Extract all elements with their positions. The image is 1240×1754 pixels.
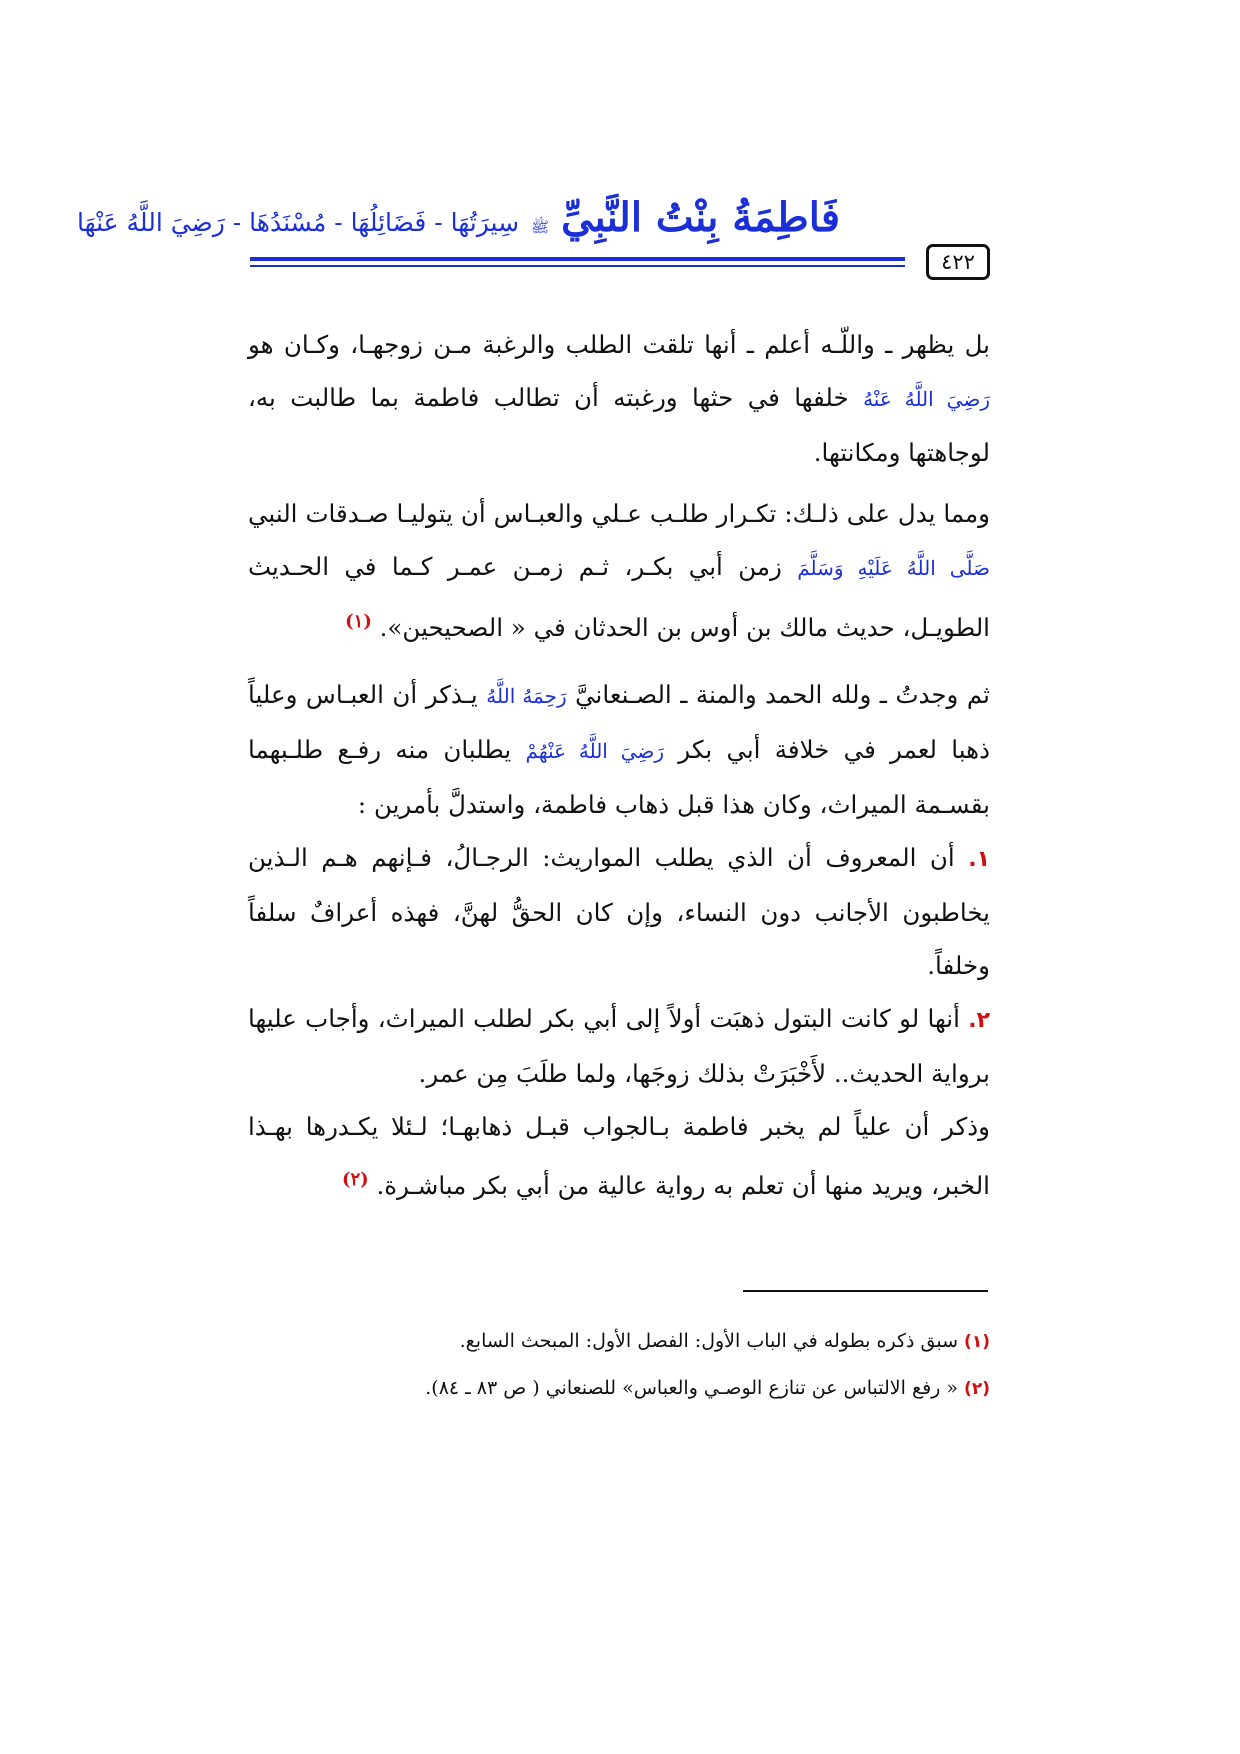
paragraph-2-part-b: زمن أبي بكـر، ثـم زمـن عمـر كـما في الحـديث الطويـل، حديث مالك بن أوس بن الحدثان في « الصحيحين». (248, 552, 990, 643)
footnote-2 (248, 1365, 990, 1412)
list-number-1: ١. (968, 847, 990, 873)
paragraph-4-text: وذكر أن علياً لم يخبر فاطمة بـالجواب قبـل ذهابهـا؛ لـئلا يكـدرها بهـذا الخبر، ويريد منها أن تعلم به رواية عالية من أبي بكر مباشـرة. (248, 1112, 990, 1201)
footnote-1-text: سبق ذكره بطوله في الباب الأول: الفصل الأول: المبحث السابع. (459, 1330, 958, 1352)
footnote-2-number: (٢) (964, 1379, 990, 1399)
honorific-radiya-anhu: رَضِيَ اللَّهُ عَنْهُ (863, 387, 990, 411)
page-number: ٤٢٢ (926, 244, 990, 280)
running-header (76, 194, 990, 276)
paragraph-1-part-a: بل يظهر ـ واللّـه أعلم ـ أنها تلقت الطلب والرغبة مـن زوجهـا، وكـان هو (248, 330, 990, 359)
footnote-1-number: (١) (964, 1332, 990, 1352)
paragraph-2 (248, 487, 990, 654)
paragraph-3-part-a: ثم وجدتُ ـ ولله الحمد والمنة ـ الصـنعانيَّ (575, 680, 990, 710)
footnote-ref-2[interactable]: (٢) (341, 1169, 369, 1191)
footnote-1 (248, 1318, 990, 1365)
paragraph-3-part-c: يطلبان منه رفـع طلـبهما بقسـمة الميراث، وكان هذا قبل ذهاب فاطمة، واستدلَّ بأمرين : (248, 735, 990, 820)
book-title-main: فَاطِمَةُ بِنْتُ النَّبِيِّ (561, 194, 840, 241)
honorific-radiya-anhum: رَضِيَ اللَّهُ عَنْهُمْ (525, 739, 665, 764)
header-rule-thick (250, 257, 905, 261)
list-item-2-text: أنها لو كانت البتول ذهبَت أولاً إلى أبي بكر لطلب الميراث، وأجاب عليها برواية الحديث.. لأَخْبَرَتْ بذلك زوجَها، ولما طلَبَ مِن عمر. (248, 1004, 990, 1089)
book-title-subtitle: سِيرَتُهَا - فَضَائِلُهَا - مُسْنَدُهَا - رَضِيَ اللَّهُ عَنْهَا (76, 208, 520, 237)
paragraph-1-part-b: خلفها في حثها ورغبته أن تطالب فاطمة بما طالبت به، لوجاهتها ومكانتها. (248, 383, 990, 467)
title-honorific: ﷺ (531, 218, 550, 236)
list-item-1 (248, 831, 990, 992)
footnote-2-text: « رفع الالتباس عن تنازع الوصـي والعباس» للصنعاني ( ص ٨٣ ـ ٨٤). (425, 1377, 958, 1399)
main-text (248, 318, 990, 1212)
paragraph-3-part-b: يـذكر أن العبـاس وعلياً ذهبا لعمر في خلافة أبي بكر (248, 680, 990, 765)
list-item-1-text: أن المعروف أن الذي يطلب المواريث: الرجـالُ، فـإنهم هـم الـذين يخاطبون الأجانب دون النساء، وإن كان الحقُّ لهنَّ، فهذه أعرافٌ سلفاً وخلفاً. (248, 843, 990, 981)
honorific-rahimahu-allah: رَحِمَهُ اللَّهُ (486, 684, 567, 709)
paragraph-2-part-a: ومما يدل على ذلـك: تكـرار طلـب عـلي والعبـاس أن يتوليـا صـدقات النبي (248, 499, 990, 528)
list-item-2 (248, 992, 990, 1100)
footnote-separator (743, 1290, 988, 1292)
paragraph-1 (248, 318, 990, 479)
paragraph-4 (248, 1100, 990, 1212)
honorific-salla-allahu: صَلَّى اللَّهُ عَلَيْهِ وَسَلَّمَ (797, 556, 990, 580)
footnotes (248, 1318, 990, 1412)
book-title (77, 196, 840, 240)
list-number-2: ٢. (968, 1008, 990, 1034)
footnote-ref-1[interactable]: (١) (345, 611, 372, 632)
paragraph-3 (248, 668, 990, 831)
header-rule-thin (250, 265, 905, 267)
